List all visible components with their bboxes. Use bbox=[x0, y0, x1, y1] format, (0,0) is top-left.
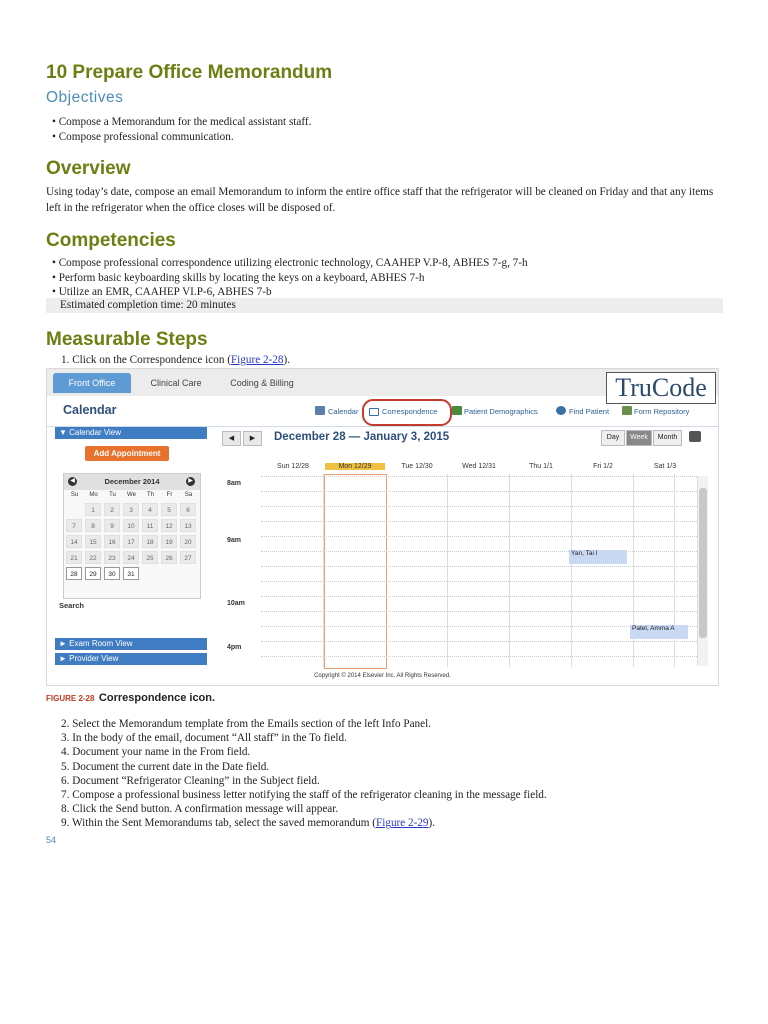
calendar-day[interactable]: 19 bbox=[161, 535, 177, 548]
time-slot-line bbox=[261, 596, 697, 597]
step-text: 1. Click on the Correspondence icon ( bbox=[61, 354, 231, 366]
calendar-day[interactable]: 8 bbox=[85, 519, 101, 532]
provider-view-header[interactable]: ► Provider View bbox=[55, 653, 207, 665]
step-item: 5. Document the current date in the Date field. bbox=[61, 760, 270, 773]
day-column[interactable] bbox=[262, 474, 324, 667]
printer-icon[interactable] bbox=[689, 431, 701, 442]
time-slot-line bbox=[261, 641, 697, 642]
estimated-time: Estimated completion time: 20 minutes bbox=[46, 298, 723, 313]
step-item: 8. Click the Send button. A confirmation message will appear. bbox=[61, 803, 339, 816]
calendar-day[interactable]: 6 bbox=[180, 503, 196, 516]
find-icon[interactable] bbox=[556, 406, 566, 415]
calendar-icon[interactable] bbox=[315, 406, 325, 415]
list-item: • Perform basic keyboarding skills by locating the keys on a keyboard, ABHES 7-h bbox=[52, 271, 528, 286]
time-slot-line bbox=[261, 491, 697, 492]
time-slot-line bbox=[261, 551, 697, 552]
figure-screenshot bbox=[46, 368, 719, 686]
list-item: • Compose professional correspondence utilizing electronic technology, CAAHEP V.P-8, ABHES 7-g, 7-h bbox=[52, 256, 528, 271]
calendar-day[interactable]: 9 bbox=[104, 519, 120, 532]
tab-front-office[interactable]: Front Office bbox=[53, 373, 131, 393]
calendar-day[interactable]: 29 bbox=[85, 567, 101, 580]
search-label[interactable]: Search bbox=[59, 601, 85, 610]
calendar-day[interactable]: 23 bbox=[104, 551, 120, 564]
weekday-label: Su bbox=[70, 492, 79, 498]
vertical-scrollbar[interactable] bbox=[697, 476, 708, 666]
weekday-label: We bbox=[127, 492, 136, 498]
figure-label: FIGURE 2-28 bbox=[46, 694, 95, 703]
patients-icon[interactable] bbox=[452, 406, 462, 415]
view-day-button[interactable]: Day bbox=[601, 430, 625, 446]
step-item: 9. Within the Sent Memorandums tab, select the saved memorandum (Figure 2-29). bbox=[61, 817, 436, 830]
hour-label: 10am bbox=[227, 600, 245, 607]
calendar-day[interactable]: 4 bbox=[142, 503, 158, 516]
day-column[interactable] bbox=[572, 474, 634, 667]
calendar-day[interactable]: 2 bbox=[104, 503, 120, 516]
tab-coding-billing[interactable]: Coding & Billing bbox=[230, 378, 294, 388]
day-header[interactable]: Fri 1/2 bbox=[593, 463, 613, 470]
highlight-circle bbox=[362, 399, 452, 426]
left-panel bbox=[55, 427, 207, 673]
nav-calendar[interactable]: Calendar bbox=[328, 407, 359, 416]
list-item: • Compose a Memorandum for the medical assistant staff. bbox=[52, 115, 311, 130]
hour-label: 9am bbox=[227, 537, 242, 544]
day-header[interactable]: Tue 12/30 bbox=[401, 463, 433, 470]
steps-list bbox=[61, 717, 547, 831]
objectives-list bbox=[52, 115, 311, 144]
calendar-day[interactable]: 24 bbox=[123, 551, 139, 564]
scrollbar-thumb[interactable] bbox=[699, 488, 707, 638]
competencies-list bbox=[52, 256, 528, 300]
time-slot-line bbox=[261, 581, 697, 582]
weekday-label: Sa bbox=[184, 492, 193, 498]
day-column[interactable] bbox=[510, 474, 572, 667]
mini-calendar bbox=[63, 473, 201, 599]
time-slot-line bbox=[261, 536, 697, 537]
calendar-day[interactable]: 7 bbox=[66, 519, 82, 532]
mini-calendar-month: December 2014 bbox=[64, 474, 200, 490]
nav-correspondence[interactable]: Correspondence bbox=[382, 407, 438, 416]
step-item: 7. Compose a professional business letter notifying the staff of the refrigerator cleaning in the message field. bbox=[61, 789, 547, 802]
calendar-day[interactable]: 21 bbox=[66, 551, 82, 564]
hour-label: 4pm bbox=[227, 644, 242, 651]
next-month-icon[interactable]: ▶ bbox=[186, 477, 195, 486]
calendar-day[interactable]: 22 bbox=[85, 551, 101, 564]
day-header[interactable]: Wed 12/31 bbox=[462, 463, 496, 470]
objectives-heading: Objectives bbox=[46, 89, 124, 106]
caption-text: Correspondence icon. bbox=[98, 692, 216, 704]
step-text: ). bbox=[283, 354, 290, 366]
calendar-day[interactable]: 30 bbox=[104, 567, 120, 580]
calendar-day[interactable]: 18 bbox=[142, 535, 158, 548]
list-item: • Compose professional communication. bbox=[52, 130, 311, 145]
day-header[interactable]: Sat 1/3 bbox=[653, 463, 677, 470]
step-item: 6. Document “Refrigerator Cleaning” in the Subject field. bbox=[61, 774, 320, 787]
calendar-day[interactable]: 5 bbox=[161, 503, 177, 516]
calendar-day[interactable]: 15 bbox=[85, 535, 101, 548]
time-slot-line bbox=[261, 656, 697, 657]
step-item: 2. Select the Memorandum template from the Emails section of the left Info Panel. bbox=[61, 718, 432, 730]
overview-heading: Overview bbox=[46, 158, 131, 179]
time-slot-line bbox=[261, 521, 697, 522]
calendar-day[interactable]: 26 bbox=[161, 551, 177, 564]
figure-caption bbox=[46, 688, 215, 706]
date-range: December 28 — January 3, 2015 bbox=[274, 431, 450, 443]
appointment-event[interactable]: Patel, Amma A bbox=[630, 625, 688, 639]
hour-label: 8am bbox=[227, 480, 242, 487]
figure-link[interactable]: Figure 2-28 bbox=[230, 354, 284, 366]
calendar-day[interactable]: 25 bbox=[142, 551, 158, 564]
nav-find-patient[interactable]: Find Patient bbox=[569, 407, 610, 416]
calendar-day[interactable]: 3 bbox=[123, 503, 139, 516]
step-item bbox=[61, 354, 290, 366]
nav-patient-demographics[interactable]: Patient Demographics bbox=[464, 407, 538, 416]
view-month-button[interactable]: Month bbox=[653, 430, 682, 446]
calendar-day[interactable]: 12 bbox=[161, 519, 177, 532]
calendar-day[interactable]: 14 bbox=[66, 535, 82, 548]
day-header[interactable]: Sun 12/28 bbox=[277, 463, 309, 470]
exam-room-view-header[interactable]: ► Exam Room View bbox=[55, 638, 207, 650]
figure-link[interactable]: Figure 2-29 bbox=[376, 817, 429, 830]
page-title: 10 Prepare Office Memorandum bbox=[46, 62, 333, 83]
step-item: 4. Document your name in the From field. bbox=[61, 746, 251, 759]
day-column[interactable] bbox=[448, 474, 510, 667]
calendar-day[interactable]: 17 bbox=[123, 535, 139, 548]
time-slot-line bbox=[261, 566, 697, 567]
list-item: • Utilize an EMR, CAAHEP VI.P-6, ABHES 7-b bbox=[52, 285, 528, 300]
calendar-day[interactable]: 31 bbox=[123, 567, 139, 580]
calendar-day[interactable]: 20 bbox=[180, 535, 196, 548]
steps-heading: Measurable Steps bbox=[46, 329, 208, 350]
step-item: 3. In the body of the email, document “All staff” in the To field. bbox=[61, 732, 347, 745]
weekday-label: Th bbox=[146, 492, 154, 498]
calendar-day[interactable]: 11 bbox=[142, 519, 158, 532]
form-icon[interactable] bbox=[622, 406, 632, 415]
weekday-label: Tu bbox=[109, 492, 116, 498]
add-appointment-button[interactable]: Add Appointment bbox=[85, 446, 169, 461]
page-number: 54 bbox=[46, 835, 57, 845]
calendar-day[interactable]: 16 bbox=[104, 535, 120, 548]
time-slot-line bbox=[261, 611, 697, 612]
tab-clinical-care[interactable]: Clinical Care bbox=[150, 378, 202, 388]
day-column[interactable] bbox=[386, 474, 448, 667]
weekday-label: Fr bbox=[166, 492, 173, 498]
calendar-day[interactable]: 13 bbox=[180, 519, 196, 532]
day-column[interactable] bbox=[324, 474, 387, 669]
nav-form-repository[interactable]: Form Repository bbox=[634, 407, 690, 416]
time-slot-line bbox=[261, 476, 697, 477]
calendar-day[interactable]: 28 bbox=[66, 567, 82, 580]
calendar-day[interactable]: 10 bbox=[123, 519, 139, 532]
calendar-view-header[interactable]: ▼ Calendar View bbox=[55, 427, 207, 439]
prev-month-icon[interactable]: ◀ bbox=[68, 477, 77, 486]
competencies-heading: Competencies bbox=[46, 230, 176, 251]
trucode-logo: TruCode bbox=[606, 372, 716, 404]
calendar-day[interactable]: 1 bbox=[85, 503, 101, 516]
appointment-event[interactable]: Yan, Tai I bbox=[569, 550, 627, 564]
calendar-main bbox=[217, 426, 709, 670]
prev-week-button[interactable]: ◀ bbox=[222, 431, 241, 446]
top-tab-bar bbox=[47, 369, 718, 402]
next-week-button[interactable]: ▶ bbox=[243, 431, 262, 446]
view-week-button[interactable]: Week bbox=[626, 430, 652, 446]
time-slot-line bbox=[261, 506, 697, 507]
overview-text: Using today’s date, compose an email Memorandum to inform the entire office staff that the refrigerator will be cleaned on Friday and that any items left in the refrigerator when the office closes will be disposed of. bbox=[46, 186, 714, 214]
calendar-title: Calendar bbox=[63, 403, 117, 417]
day-header[interactable]: Mon 12/29 bbox=[325, 463, 385, 470]
calendar-day[interactable]: 27 bbox=[180, 551, 196, 564]
day-header[interactable]: Thu 1/1 bbox=[529, 463, 553, 470]
copyright-text: Copyright © 2014 Elsevier Inc. All Rights Reserved. bbox=[314, 673, 451, 679]
weekday-label: Mo bbox=[89, 492, 98, 498]
